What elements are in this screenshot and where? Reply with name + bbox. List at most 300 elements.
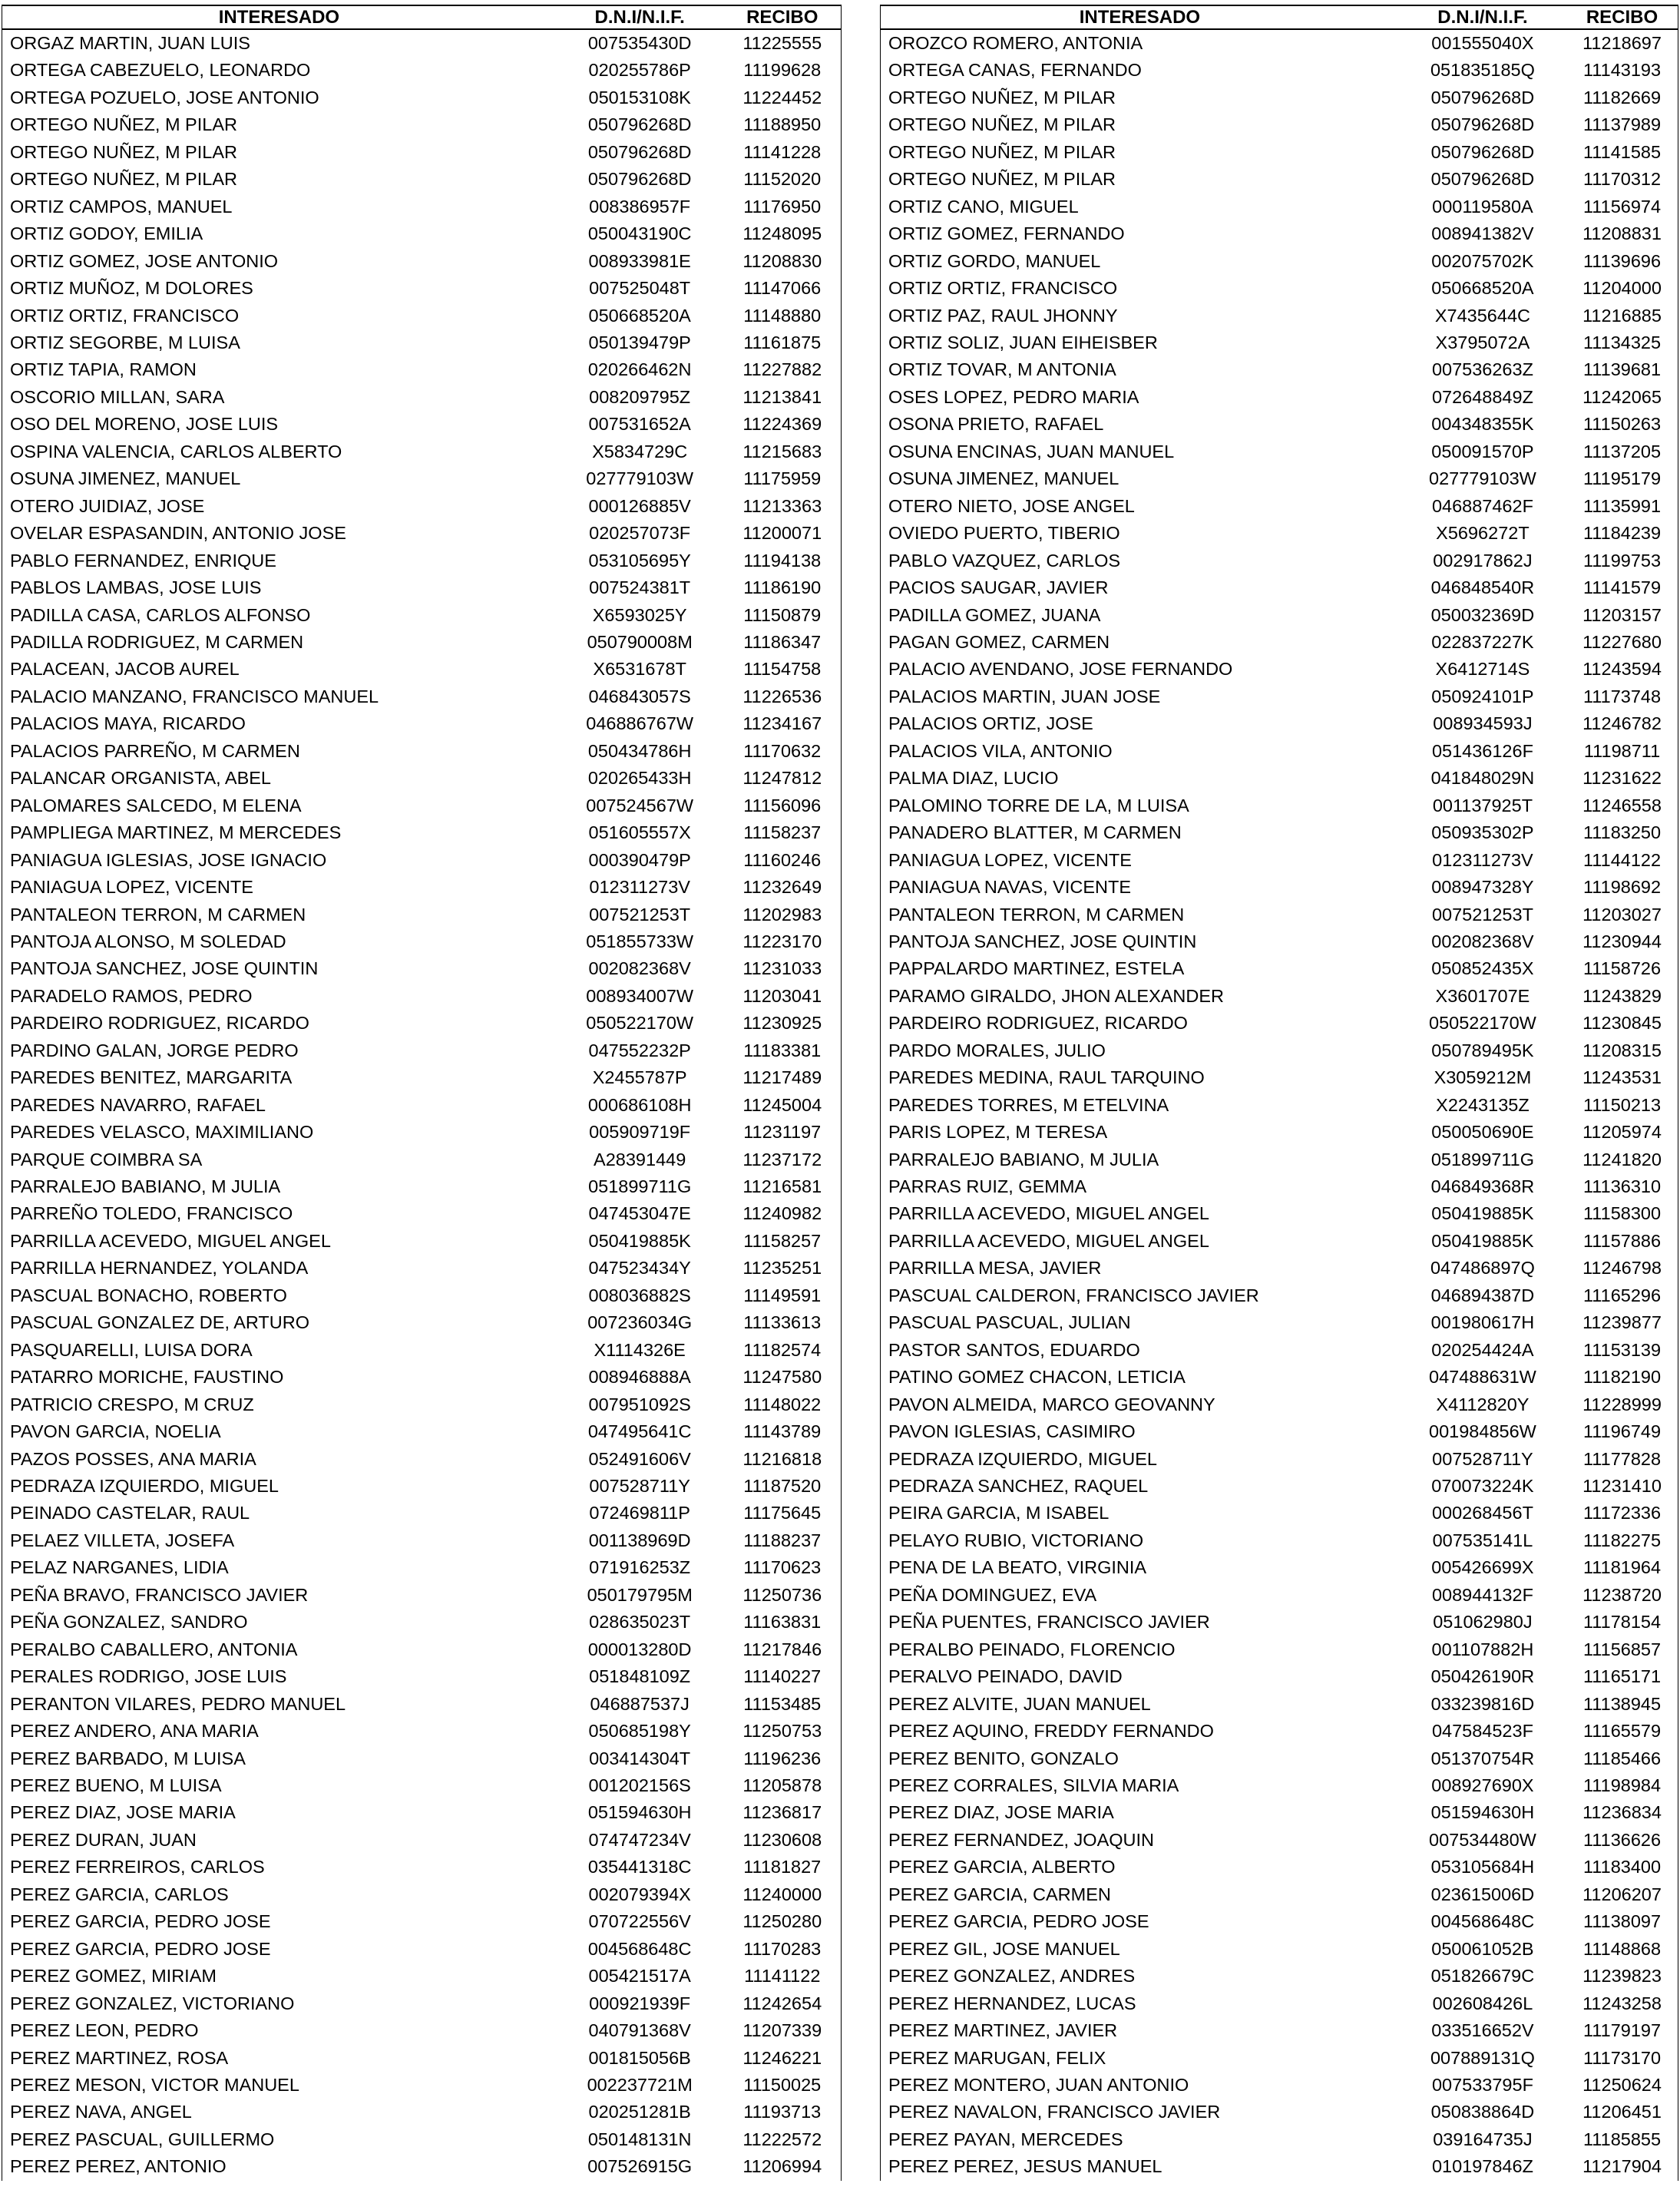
cell-recibo: 11224369 (723, 411, 841, 438)
cell-dni: 001815056B (588, 2047, 691, 2068)
table-row (881, 1854, 1678, 1881)
cell-recibo: 11158257 (723, 1228, 841, 1255)
left-table-panel (2, 5, 842, 2181)
table-row (2, 194, 842, 220)
table-row (881, 629, 1678, 656)
cell-interesado: PELAEZ VILLETA, JOSEFA (2, 1527, 556, 1554)
cell-dni: 008947328Y (1431, 877, 1534, 898)
cell-recibo: 11231197 (723, 1119, 841, 1146)
left-table-body (2, 29, 842, 2181)
cell-dni: 047552232P (588, 1040, 691, 1060)
cell-interesado: PABLO FERNANDEZ, ENRIQUE (2, 548, 556, 574)
table-row (2, 847, 842, 874)
cell-recibo: 11152020 (723, 166, 841, 193)
cell-interesado: ORTIZ CANO, MIGUEL (881, 194, 1399, 220)
cell-interesado: PALACEAN, JACOB AUREL (2, 656, 556, 683)
cell-recibo: 11165579 (1566, 1718, 1678, 1745)
cell-recibo: 11144122 (1566, 847, 1678, 874)
table-row (881, 548, 1678, 574)
cell-recibo: 11175645 (723, 1500, 841, 1527)
cell-interesado: PAVON ALMEIDA, MARCO GEOVANNY (881, 1391, 1399, 1418)
cell-interesado: PENA DE LA BEATO, VIRGINIA (881, 1554, 1399, 1581)
cell-dni: 020257073F (589, 523, 691, 544)
table-row (2, 1881, 842, 1908)
table-row (2, 2045, 842, 2072)
cell-recibo: 11246221 (723, 2045, 841, 2072)
cell-interesado: PEREZ MARUGAN, FELIX (881, 2045, 1399, 2072)
cell-recibo: 11186347 (723, 629, 841, 656)
cell-interesado: PARQUE COIMBRA SA (2, 1146, 556, 1173)
cell-interesado: PANIAGUA LOPEZ, VICENTE (881, 847, 1399, 874)
cell-recibo: 11153485 (723, 1691, 841, 1718)
cell-recibo: 11203157 (1566, 602, 1678, 629)
table-row (881, 738, 1678, 765)
table-row (2, 356, 842, 383)
table-row (881, 57, 1678, 84)
cell-interesado: ORTEGO NUÑEZ, M PILAR (881, 84, 1399, 111)
cell-recibo: 11150879 (723, 602, 841, 629)
cell-recibo: 11213841 (723, 384, 841, 411)
cell-interesado: ORTIZ TOVAR, M ANTONIA (881, 356, 1399, 383)
table-row (2, 683, 842, 710)
cell-dni: 007236034G (587, 1312, 693, 1333)
cell-interesado: PATARRO MORICHE, FAUSTINO (2, 1364, 556, 1391)
table-row (2, 1337, 842, 1364)
cell-recibo: 11235251 (723, 1255, 841, 1282)
cell-dni: 002082368V (588, 958, 691, 979)
cell-dni: 007528711Y (589, 1476, 690, 1497)
cell-interesado: OSONA PRIETO, RAFAEL (881, 411, 1399, 438)
cell-recibo: 11218697 (1566, 29, 1678, 57)
cell-interesado: PERANTON VILARES, PEDRO MANUEL (2, 1691, 556, 1718)
table-row (2, 220, 842, 247)
cell-dni: 004568648C (587, 1938, 692, 1959)
table-row (2, 438, 842, 465)
table-row (881, 1936, 1678, 1963)
cell-interesado: PEREZ FERNANDEZ, JOAQUIN (881, 1827, 1399, 1854)
cell-recibo: 11206994 (723, 2153, 841, 2180)
cell-interesado: PEREZ DURAN, JUAN (2, 1827, 556, 1854)
cell-dni: X6531678T (593, 659, 686, 680)
cell-dni: 047488631W (1429, 1367, 1536, 1388)
table-row (881, 955, 1678, 982)
cell-recibo: 11148868 (1566, 1936, 1678, 1963)
cell-interesado: PEREZ GARCIA, CARMEN (881, 1881, 1399, 1908)
cell-dni: 050522170W (586, 1013, 694, 1034)
cell-interesado: PANTOJA SANCHEZ, JOSE QUINTIN (2, 955, 556, 982)
table-row (2, 1173, 842, 1200)
cell-recibo: 11187520 (723, 1473, 841, 1500)
cell-interesado: PAMPLIEGA MARTINEZ, M MERCEDES (2, 819, 556, 846)
cell-recibo: 11246798 (1566, 1255, 1678, 1282)
cell-recibo: 11156857 (1566, 1636, 1678, 1663)
table-row (881, 1799, 1678, 1826)
cell-interesado: PEREZ GOMEZ, MIRIAM (2, 1963, 556, 1990)
cell-dni: 050838864D (1430, 2102, 1535, 2122)
cell-interesado: ORTIZ ORTIZ, FRANCISCO (2, 303, 556, 329)
cell-interesado: ORTIZ GOMEZ, JOSE ANTONIO (2, 248, 556, 275)
cell-recibo: 11217846 (723, 1636, 841, 1663)
table-row (881, 765, 1678, 792)
cell-interesado: ORTEGA CANAS, FERNANDO (881, 57, 1399, 84)
table-row (2, 1663, 842, 1690)
cell-interesado: PEREZ GARCIA, PEDRO JOSE (881, 1908, 1399, 1935)
cell-dni: 004348355K (1431, 414, 1534, 435)
table-row (881, 2017, 1678, 2044)
cell-recibo: 11193713 (723, 2099, 841, 2125)
cell-interesado: PANTOJA ALONSO, M SOLEDAD (2, 928, 556, 955)
cell-interesado: PEÑA BRAVO, FRANCISCO JAVIER (2, 1582, 556, 1609)
cell-dni: 003414304T (589, 1748, 691, 1768)
cell-recibo: 11242065 (1566, 384, 1678, 411)
table-row (2, 901, 842, 928)
cell-dni: 051826679C (1430, 1966, 1535, 1987)
cell-dni: 001555040X (1431, 33, 1534, 53)
cell-dni: 050061052B (1431, 1938, 1534, 1959)
cell-recibo: 11181827 (723, 1854, 841, 1881)
cell-recibo: 11208831 (1566, 220, 1678, 247)
cell-interesado: PEREZ BUENO, M LUISA (2, 1772, 556, 1799)
table-row (881, 194, 1678, 220)
table-row (2, 139, 842, 166)
cell-interesado: PARRILLA ACEVEDO, MIGUEL ANGEL (2, 1228, 556, 1255)
cell-interesado: PADILLA RODRIGUEZ, M CARMEN (2, 629, 556, 656)
right-table-panel (880, 5, 1678, 2181)
cell-dni: 051062980J (1433, 1612, 1533, 1633)
cell-recibo: 11181964 (1566, 1554, 1678, 1581)
cell-recibo: 11207339 (723, 2017, 841, 2044)
cell-interesado: PEREZ HERNANDEZ, LUCAS (881, 1990, 1399, 2017)
cell-dni: 007535430D (587, 33, 692, 53)
cell-dni: 027779103W (1429, 468, 1536, 489)
cell-interesado: PASCUAL CALDERON, FRANCISCO JAVIER (881, 1282, 1399, 1309)
cell-recibo: 11175959 (723, 465, 841, 492)
cell-dni: X5834729C (592, 441, 688, 461)
cell-dni: 012311273V (589, 877, 690, 898)
cell-recibo: 11137989 (1566, 111, 1678, 138)
cell-dni: 008036882S (588, 1285, 691, 1305)
cell-interesado: PEREZ GONZALEZ, VICTORIANO (2, 1990, 556, 2017)
cell-interesado: PEÑA DOMINGUEZ, EVA (881, 1582, 1399, 1609)
cell-interesado: PADILLA GOMEZ, JUANA (881, 602, 1399, 629)
cell-interesado: PAGAN GOMEZ, CARMEN (881, 629, 1399, 656)
cell-recibo: 11196236 (723, 1745, 841, 1772)
cell-dni: 008946888A (588, 1367, 691, 1388)
cell-interesado: PEDRAZA IZQUIERDO, MIGUEL (881, 1446, 1399, 1473)
table-row (2, 2153, 842, 2180)
cell-recibo: 11141122 (723, 1963, 841, 1990)
table-row (2, 2072, 842, 2099)
cell-interesado: PAREDES TORRES, M ETELVINA (881, 1092, 1399, 1119)
cell-dni: 050789495K (1431, 1040, 1534, 1060)
cell-interesado: PARDEIRO RODRIGUEZ, RICARDO (881, 1010, 1399, 1037)
header-dni: D.N.I/N.I.F. (556, 5, 724, 29)
cell-interesado: PEREZ PEREZ, JESUS MANUEL (881, 2153, 1399, 2180)
cell-interesado: PARRALEJO BABIANO, M JULIA (2, 1173, 556, 1200)
table-row (2, 2126, 842, 2153)
cell-recibo: 11236817 (723, 1799, 841, 1826)
table-row (881, 220, 1678, 247)
table-row (2, 1010, 842, 1037)
table-row (2, 629, 842, 656)
table-row (2, 84, 842, 111)
table-row (881, 1827, 1678, 1854)
cell-dni: 007524381T (589, 577, 691, 598)
cell-dni: 002075702K (1431, 250, 1534, 271)
table-row (881, 1146, 1678, 1173)
cell-dni: 050419885K (588, 1230, 691, 1251)
cell-interesado: ORTEGO NUÑEZ, M PILAR (2, 166, 556, 193)
table-row (2, 1554, 842, 1581)
cell-interesado: PALACIOS MAYA, RICARDO (2, 710, 556, 737)
table-row (2, 574, 842, 601)
table-row (881, 1881, 1678, 1908)
cell-interesado: ORTIZ GOMEZ, FERNANDO (881, 220, 1399, 247)
cell-recibo: 11194138 (723, 548, 841, 574)
table-row (2, 1092, 842, 1119)
table-row (2, 1228, 842, 1255)
table-row (881, 2126, 1678, 2153)
cell-recibo: 11135991 (1566, 493, 1678, 520)
cell-recibo: 11150263 (1566, 411, 1678, 438)
cell-interesado: PATRICIO CRESPO, M CRUZ (2, 1391, 556, 1418)
cell-dni: 008934007W (586, 985, 694, 1006)
cell-recibo: 11153139 (1566, 1337, 1678, 1364)
table-row (2, 520, 842, 547)
table-row (881, 1119, 1678, 1146)
cell-interesado: PARIS LOPEZ, M TERESA (881, 1119, 1399, 1146)
table-row (881, 1391, 1678, 1418)
table-row (2, 874, 842, 901)
table-row (881, 792, 1678, 819)
cell-interesado: OTERO JUIDIAZ, JOSE (2, 493, 556, 520)
cell-dni: 050043190C (587, 223, 692, 244)
cell-recibo: 11163831 (723, 1609, 841, 1636)
cell-recibo: 11147066 (723, 275, 841, 302)
cell-recibo: 11139681 (1566, 356, 1678, 383)
cell-dni: X6412714S (1435, 659, 1530, 680)
cell-interesado: PALMA DIAZ, LUCIO (881, 765, 1399, 792)
cell-recibo: 11227882 (723, 356, 841, 383)
table-row (881, 928, 1678, 955)
cell-recibo: 11158726 (1566, 955, 1678, 982)
cell-recibo: 11158300 (1566, 1200, 1678, 1227)
cell-recibo: 11198984 (1566, 1772, 1678, 1799)
table-row (2, 1064, 842, 1091)
cell-dni: 050179795M (587, 1584, 693, 1605)
table-row (881, 1663, 1678, 1690)
cell-recibo: 11182574 (723, 1337, 841, 1364)
table-row (881, 1037, 1678, 1064)
cell-interesado: PALACIO MANZANO, FRANCISCO MANUEL (2, 683, 556, 710)
cell-recibo: 11133613 (723, 1309, 841, 1336)
table-row (881, 1010, 1678, 1037)
cell-dni: 002608426L (1432, 1993, 1533, 2013)
cell-dni: 000013280D (587, 1639, 692, 1659)
cell-recibo: 11170312 (1566, 166, 1678, 193)
cell-recibo: 11148022 (723, 1391, 841, 1418)
cell-interesado: PEREZ PAYAN, MERCEDES (881, 2126, 1399, 2153)
cell-dni: 020255786P (588, 60, 691, 81)
header-interesado: INTERESADO (2, 5, 556, 29)
cell-recibo: 11242654 (723, 1990, 841, 2017)
table-row (2, 1827, 842, 1854)
cell-interesado: PEREZ GIL, JOSE MANUEL (881, 1936, 1399, 1963)
cell-dni: 051899711G (588, 1176, 692, 1197)
cell-recibo: 11183250 (1566, 819, 1678, 846)
cell-dni: 051605557X (588, 822, 691, 843)
cell-recibo: 11143789 (723, 1418, 841, 1445)
cell-interesado: PAREDES NAVARRO, RAFAEL (2, 1092, 556, 1119)
cell-dni: 008941382V (1431, 223, 1534, 244)
cell-interesado: OROZCO ROMERO, ANTONIA (881, 29, 1399, 57)
table-row (2, 1636, 842, 1663)
cell-recibo: 11160246 (723, 847, 841, 874)
cell-dni: 000268456T (1431, 1503, 1533, 1523)
cell-dni: 012311273V (1432, 849, 1533, 870)
table-row (2, 1500, 842, 1527)
cell-recibo: 11185855 (1566, 2126, 1678, 2153)
cell-interesado: ORTIZ SOLIZ, JUAN EIHEISBER (881, 329, 1399, 356)
table-row (881, 656, 1678, 683)
cell-dni: A28391449 (594, 1149, 686, 1169)
cell-interesado: PEREZ NAVA, ANGEL (2, 2099, 556, 2125)
table-row (881, 1364, 1678, 1391)
cell-recibo: 11165296 (1566, 1282, 1678, 1309)
table-row (881, 303, 1678, 329)
cell-interesado: PAZOS POSSES, ANA MARIA (2, 1446, 556, 1473)
cell-dni: 047523434Y (588, 1258, 691, 1279)
table-row (2, 384, 842, 411)
table-row (881, 1092, 1678, 1119)
cell-recibo: 11216581 (723, 1173, 841, 1200)
cell-interesado: PARRILLA ACEVEDO, MIGUEL ANGEL (881, 1228, 1399, 1255)
cell-recibo: 11243258 (1566, 1990, 1678, 2017)
cell-dni: 050668520A (588, 305, 691, 326)
table-row (881, 1228, 1678, 1255)
table-row (881, 166, 1678, 193)
cell-recibo: 11230944 (1566, 928, 1678, 955)
cell-dni: 050852435X (1431, 958, 1534, 979)
cell-recibo: 11247580 (723, 1364, 841, 1391)
cell-recibo: 11179197 (1566, 2017, 1678, 2044)
cell-interesado: PERALES RODRIGO, JOSE LUIS (2, 1663, 556, 1690)
table-row (2, 465, 842, 492)
cell-interesado: PACIOS SAUGAR, JAVIER (881, 574, 1399, 601)
cell-dni: 008934593J (1433, 713, 1533, 734)
table-row (881, 1582, 1678, 1609)
cell-dni: 051899711G (1430, 1149, 1535, 1169)
table-row (881, 2072, 1678, 2099)
cell-interesado: PELAZ NARGANES, LIDIA (2, 1554, 556, 1581)
table-row (881, 2099, 1678, 2125)
table-row (881, 248, 1678, 275)
table-row (881, 683, 1678, 710)
table-row (881, 901, 1678, 928)
cell-interesado: PEREZ MESON, VICTOR MANUEL (2, 2072, 556, 2099)
cell-recibo: 11240000 (723, 1881, 841, 1908)
cell-interesado: OSUNA JIMENEZ, MANUEL (881, 465, 1399, 492)
table-row (2, 1772, 842, 1799)
cell-recibo: 11204000 (1566, 275, 1678, 302)
cell-recibo: 11184239 (1566, 520, 1678, 547)
cell-dni: 000119580A (1432, 196, 1533, 217)
cell-dni: 008209795Z (589, 386, 691, 407)
table-row (2, 248, 842, 275)
table-row (881, 1418, 1678, 1445)
cell-dni: 070722556V (588, 1911, 691, 1932)
table-row (881, 411, 1678, 438)
cell-dni: 028635023T (589, 1612, 691, 1633)
cell-recibo: 11230925 (723, 1010, 841, 1037)
cell-recibo: 11225555 (723, 29, 841, 57)
table-row (2, 738, 842, 765)
cell-interesado: PALACIOS ORTIZ, JOSE (881, 710, 1399, 737)
cell-dni: X5696272T (1436, 523, 1530, 544)
cell-dni: X2243135Z (1436, 1094, 1530, 1115)
table-row (881, 84, 1678, 111)
cell-interesado: OSO DEL MORENO, JOSE LUIS (2, 411, 556, 438)
cell-recibo: 11176950 (723, 194, 841, 220)
cell-dni: 050419885K (1431, 1230, 1534, 1251)
cell-recibo: 11137205 (1566, 438, 1678, 465)
table-row (881, 2153, 1678, 2180)
cell-dni: 071916253Z (589, 1557, 691, 1578)
table-row (2, 2017, 842, 2044)
cell-interesado: PANIAGUA IGLESIAS, JOSE IGNACIO (2, 847, 556, 874)
cell-dni: 001202156S (588, 1775, 691, 1795)
cell-dni: 052491606V (588, 1448, 691, 1469)
table-row (2, 1718, 842, 1745)
table-row (881, 1337, 1678, 1364)
cell-dni: 050796268D (1430, 169, 1535, 190)
cell-interesado: PASCUAL BONACHO, ROBERTO (2, 1282, 556, 1309)
cell-interesado: PEREZ GARCIA, CARLOS (2, 1881, 556, 1908)
cell-dni: 005426699X (1431, 1557, 1534, 1578)
cell-dni: 053105684H (1430, 1857, 1535, 1877)
header-recibo: RECIBO (723, 5, 841, 29)
cell-interesado: PANIAGUA LOPEZ, VICENTE (2, 874, 556, 901)
table-row (881, 465, 1678, 492)
table-row (881, 1500, 1678, 1527)
table-row (2, 1255, 842, 1282)
cell-recibo: 11182669 (1566, 84, 1678, 111)
cell-recibo: 11199753 (1566, 548, 1678, 574)
table-row (2, 1990, 842, 2017)
cell-recibo: 11215683 (723, 438, 841, 465)
cell-recibo: 11228999 (1566, 1391, 1678, 1418)
cell-dni: 007526915G (587, 2156, 693, 2177)
cell-dni: 001137925T (1432, 795, 1533, 815)
table-row (881, 493, 1678, 520)
cell-recibo: 11183381 (723, 1037, 841, 1064)
cell-recibo: 11227680 (1566, 629, 1678, 656)
cell-interesado: ORTIZ CAMPOS, MANUEL (2, 194, 556, 220)
cell-interesado: ORTEGO NUÑEZ, M PILAR (881, 166, 1399, 193)
right-table (880, 5, 1678, 2181)
cell-recibo: 11200071 (723, 520, 841, 547)
cell-recibo: 11186190 (723, 574, 841, 601)
cell-dni: 008944132F (1431, 1584, 1533, 1605)
cell-interesado: OVELAR ESPASANDIN, ANTONIO JOSE (2, 520, 556, 547)
table-row (881, 275, 1678, 302)
cell-recibo: 11170283 (723, 1936, 841, 1963)
table-row (2, 1309, 842, 1336)
cell-dni: 051436126F (1431, 740, 1533, 761)
table-row (2, 792, 842, 819)
cell-dni: 050685198Y (588, 1721, 691, 1742)
cell-recibo: 11217904 (1566, 2153, 1678, 2180)
